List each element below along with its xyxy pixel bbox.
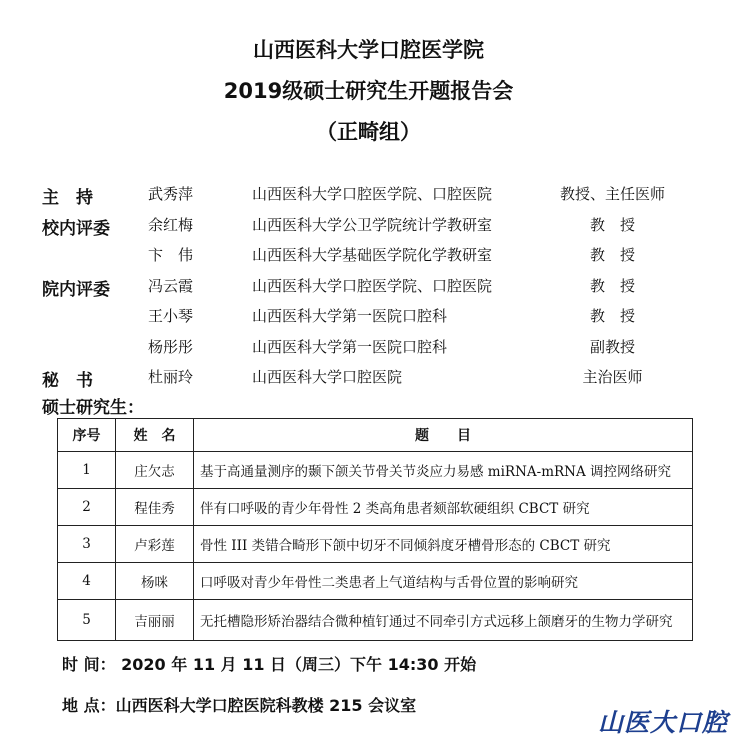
committee-org: 山西医科大学口腔医学院、口腔医院 <box>252 185 493 203</box>
students-heading: 硕士研究生： <box>42 398 144 418</box>
committee-org: 山西医科大学基础医学院化学教研室 <box>252 246 493 264</box>
cell-topic: 伴有口呼吸的青少年骨性 2 类高角患者颏部软硬组织 CBCT 研究 <box>194 489 693 526</box>
cell-no: 3 <box>58 526 116 563</box>
cell-name: 杨咪 <box>116 563 194 600</box>
cell-no: 4 <box>58 563 116 600</box>
committee-row <box>0 275 737 305</box>
committee-name: 王小琴 <box>148 307 194 325</box>
committee-row <box>0 366 737 396</box>
committee-role: 秘 书 <box>42 371 93 391</box>
title-line-2: 2019级硕士研究生开题报告会 <box>223 79 514 103</box>
table-row <box>58 600 693 641</box>
header-topic: 题 目 <box>194 419 693 452</box>
committee-title: 教 授 <box>589 246 635 264</box>
committee-role: 校内评委 <box>42 218 110 239</box>
committee-name: 杜丽玲 <box>148 368 194 386</box>
cell-no: 2 <box>58 489 116 526</box>
cell-no: 5 <box>58 600 116 641</box>
committee-row <box>0 214 737 244</box>
committee-title: 教授、主任医师 <box>559 185 665 203</box>
cell-name: 庄欠志 <box>116 452 194 489</box>
cell-name: 吉丽丽 <box>116 600 194 641</box>
committee-org: 山西医科大学第一医院口腔科 <box>252 307 448 325</box>
header-name: 姓 名 <box>116 419 194 452</box>
committee-row <box>0 183 737 213</box>
committee-org: 山西医科大学口腔医学院、口腔医院 <box>252 276 493 295</box>
committee-role: 主 持 <box>42 188 93 208</box>
cell-topic: 无托槽隐形矫治器结合微种植钉通过不同牵引方式远移上颌磨牙的生物力学研究 <box>194 600 693 641</box>
committee-row <box>0 305 737 335</box>
committee-name: 余红梅 <box>148 215 194 234</box>
table-row <box>58 526 693 563</box>
students-table <box>57 418 693 641</box>
meeting-place: 地 点：山西医科大学口腔医院科教楼 215 会议室 <box>62 696 417 715</box>
committee-org: 山西医科大学口腔医院 <box>252 368 403 386</box>
committee-row <box>0 244 737 274</box>
table-row <box>58 489 693 526</box>
committee-name: 杨彤彤 <box>148 337 194 356</box>
committee-title: 主治医师 <box>582 368 643 386</box>
committee-title: 教 授 <box>589 276 635 295</box>
committee-row <box>0 336 737 366</box>
meeting-time: 时 间： 2020 年 11 月 11 日（周三）下午 14:30 开始 <box>62 655 477 674</box>
cell-topic: 口呼吸对青少年骨性二类患者上气道结构与舌骨位置的影响研究 <box>194 563 693 600</box>
cell-topic: 骨性 III 类错合畸形下颌中切牙不同倾斜度牙槽骨形态的 CBCT 研究 <box>194 526 693 563</box>
header-no: 序号 <box>58 419 116 452</box>
committee-title: 教 授 <box>589 307 635 325</box>
committee-org: 山西医科大学第一医院口腔科 <box>252 337 448 356</box>
cell-name: 程佳秀 <box>116 489 194 526</box>
cell-topic: 基于高通量测序的颞下颌关节骨关节炎应力易感 miRNA-mRNA 调控网络研究 <box>194 452 693 489</box>
title-line-3: （正畸组） <box>316 120 421 144</box>
committee-name: 冯云霞 <box>148 276 194 295</box>
logo: 山医大口腔 <box>598 708 729 737</box>
committee-org: 山西医科大学公卫学院统计学教研室 <box>252 215 493 234</box>
title-line-1: 山西医科大学口腔医学院 <box>253 38 484 62</box>
table-row <box>58 452 693 489</box>
committee-title: 教 授 <box>589 215 635 234</box>
cell-name: 卢彩莲 <box>116 526 194 563</box>
table-row <box>58 563 693 600</box>
committee-name: 武秀萍 <box>148 185 194 203</box>
cell-no: 1 <box>58 452 116 489</box>
committee-name: 卞 伟 <box>148 246 194 264</box>
committee-role: 院内评委 <box>42 279 110 300</box>
committee-title: 副教授 <box>589 337 635 356</box>
